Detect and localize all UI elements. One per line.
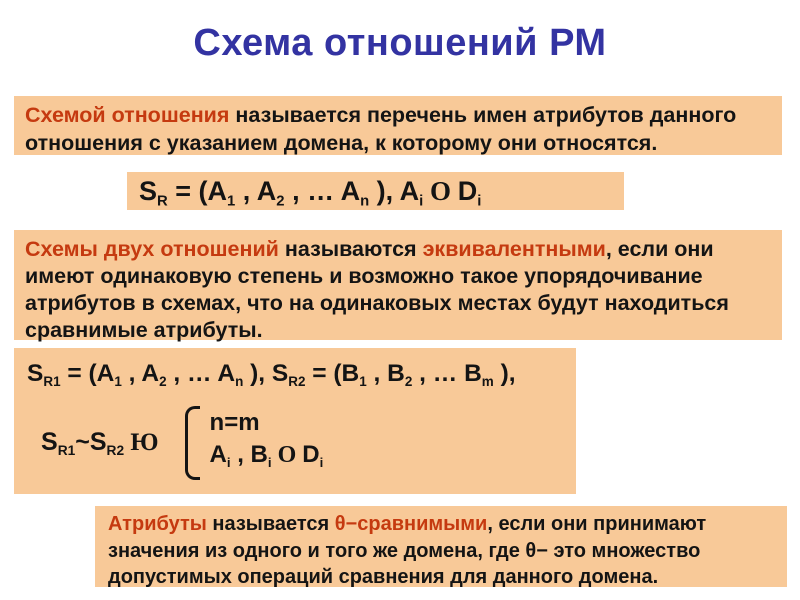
subscript: n: [360, 193, 370, 210]
text-segment: = (B: [305, 360, 360, 387]
text-segment: D: [457, 176, 478, 206]
equivalence-definition-block: [14, 230, 782, 340]
text-segment: , A: [235, 176, 277, 206]
text-line: [139, 172, 624, 221]
slide-title: Схема отношений РМ: [193, 22, 607, 64]
text-segment: = (A: [60, 360, 115, 387]
text-segment: Ю: [124, 429, 159, 456]
two-schemas-formula: [27, 356, 576, 400]
text-segment: , … A: [284, 176, 361, 206]
subscript: n: [235, 374, 244, 390]
subscript: R1: [57, 443, 76, 459]
subscript: 2: [276, 193, 285, 210]
theta-comparable-block: [95, 506, 787, 587]
text-segment: S: [41, 428, 58, 456]
text-segment: Атрибуты: [108, 513, 207, 535]
subscript: m: [481, 374, 494, 390]
subscript: i: [319, 455, 324, 471]
text-line: [210, 407, 324, 439]
text-segment: , B: [366, 360, 405, 387]
text-segment: Схемы двух отношений: [25, 237, 279, 261]
text-segment: , … B: [412, 360, 482, 387]
equivalence-left-side: [41, 428, 159, 458]
text-segment: ), S: [243, 360, 289, 387]
text-line: [25, 236, 782, 263]
text-segment: Схемой отношения: [25, 103, 230, 127]
condition-stack: [210, 407, 324, 479]
text-line: [210, 439, 324, 479]
text-segment: сравнимые атрибуты.: [25, 318, 263, 342]
text-segment: называется: [206, 513, 335, 535]
text-segment: ~S: [75, 428, 107, 456]
text-segment: имеют одинаковую степень и возможно такое упорядочивание: [25, 264, 703, 288]
subscript: i: [226, 455, 231, 471]
text-segment: называется перечень имен атрибутов данного: [229, 103, 737, 127]
subscript: R1: [43, 374, 61, 390]
equivalence-condition-row: [27, 406, 576, 480]
definition-block: [14, 96, 782, 155]
text-segment: ),: [493, 360, 516, 387]
text-segment: допустимых операций сравнения для данного домена.: [108, 566, 659, 588]
text-line: [25, 263, 782, 290]
subscript: i: [477, 193, 482, 210]
text-segment: S: [27, 360, 44, 387]
text-line: [108, 538, 787, 565]
text-segment: атрибутов в схемах, что на одинаковых местах будут находиться: [25, 291, 729, 315]
text-segment: n=m: [209, 409, 260, 437]
subscript: R2: [106, 443, 125, 459]
subscript: i: [419, 193, 424, 210]
text-segment: эквивалентными: [422, 237, 606, 261]
subscript: 2: [404, 374, 413, 390]
text-line: [25, 317, 782, 344]
text-line: [27, 356, 576, 400]
text-line: [25, 290, 782, 317]
text-line: [108, 564, 787, 591]
text-segment: , B: [230, 441, 268, 469]
text-line: [25, 101, 782, 129]
subscript: 1: [227, 193, 236, 210]
subscript: i: [267, 455, 272, 471]
equivalence-formula-block: [14, 348, 576, 494]
text-segment: D: [302, 441, 320, 469]
text-segment: , если они принимают: [487, 513, 707, 535]
subscript: R2: [288, 374, 306, 390]
text-segment: отношения с указанием домена, к которому они относятся.: [25, 131, 658, 155]
text-segment: значения из одного и того же домена, где θ− это множество: [108, 539, 701, 562]
subscript: 2: [159, 374, 167, 390]
text-segment: S: [139, 176, 158, 206]
text-line: [25, 129, 782, 157]
text-segment: θ−сравнимыми: [334, 513, 488, 535]
text-segment: ), A: [369, 176, 420, 206]
subscript: R: [157, 193, 168, 210]
text-segment: , A: [121, 360, 160, 387]
text-segment: называются: [278, 237, 423, 261]
subscript: 1: [359, 374, 367, 390]
text-line: [41, 428, 159, 458]
text-segment: О: [423, 176, 458, 206]
schema-formula-bar: [127, 172, 624, 210]
left-brace-bracket: [185, 406, 200, 480]
text-line: [108, 511, 787, 538]
subscript: 1: [114, 374, 122, 390]
text-segment: О: [271, 442, 303, 469]
text-segment: , если они: [605, 237, 714, 261]
text-segment: A: [209, 441, 227, 469]
text-segment: , … A: [166, 360, 236, 387]
text-segment: = (A: [167, 176, 228, 206]
